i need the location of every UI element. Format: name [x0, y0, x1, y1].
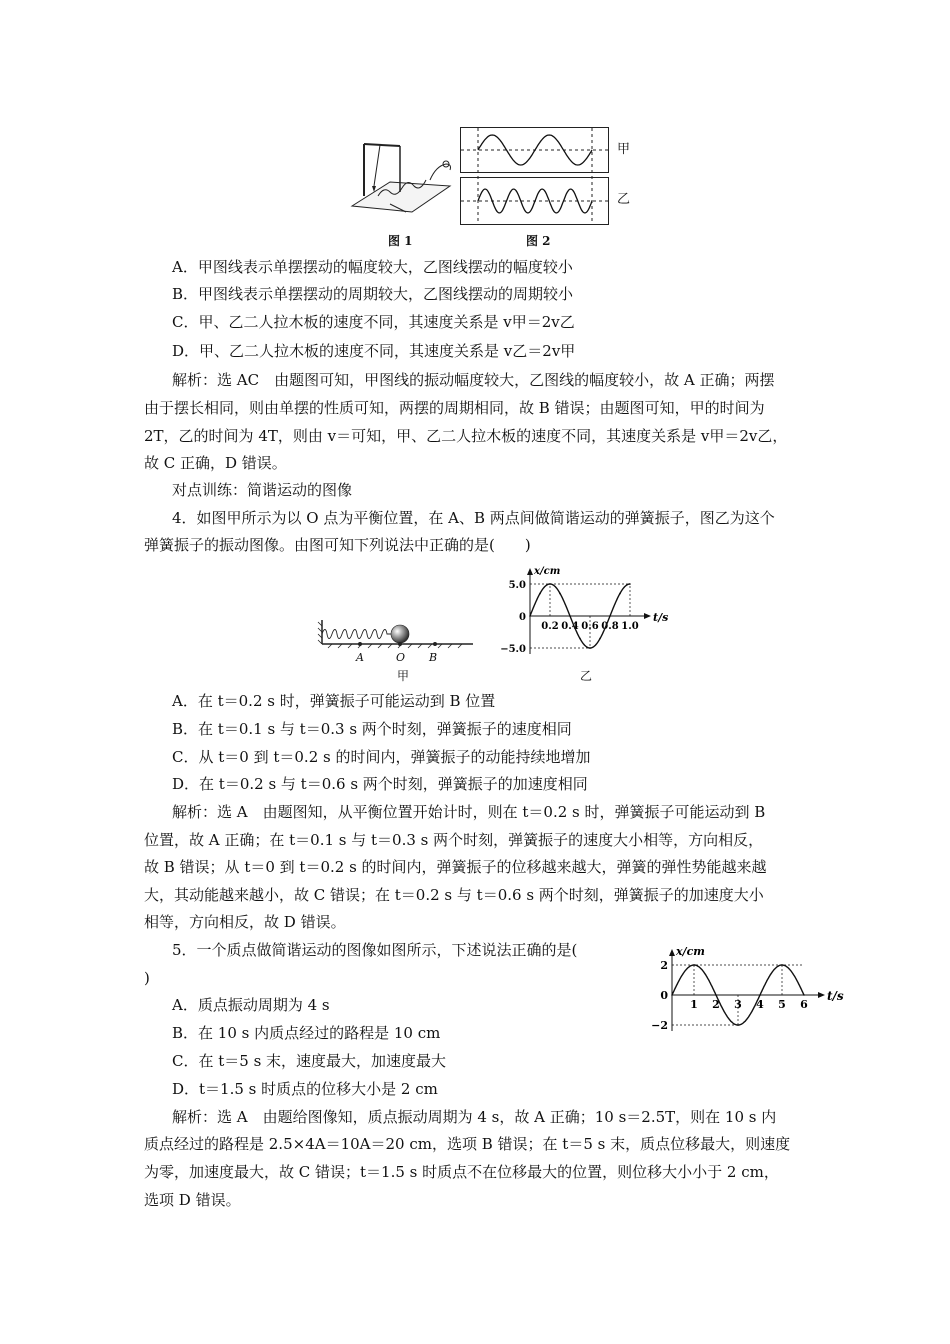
y-tick-label: 0 — [519, 612, 526, 623]
x-axis-label: t/s — [827, 989, 844, 1003]
q3-analysis-line-1: 解析：选 AC 由题图可知，甲图线的振动幅度较大，乙图线的幅度较小，故 A 正确；两摆 — [172, 371, 775, 389]
data-point — [559, 593, 561, 595]
q4-stem-line-2: 弹簧振子的振动图像。由图可知下列说法中正确的是( ) — [144, 536, 531, 554]
trace-bottom-label: 乙 — [617, 192, 631, 207]
data-point — [579, 638, 581, 640]
point-o-label: O — [396, 651, 406, 664]
data-point — [781, 964, 783, 966]
q5-analysis-line-1: 解析：选 A 由题给图像知，质点振动周期为 4 s，故 A 正确；10 s＝2.5T，则在 10 s 内 — [172, 1108, 777, 1126]
data-point — [549, 583, 551, 585]
y-axis-label: x/cm — [534, 566, 561, 577]
q3-analysis-line-3: 2T，乙的时间为 4T，则由 v＝可知，甲、乙二人拉木板的速度不同，其速度关系是 v甲＝2v乙， — [144, 427, 788, 445]
q4-analysis-line-1: 解析：选 A 由题图知，从平衡位置开始计时，则在 t＝0.2 s 时，弹簧振子可能运动到 B — [172, 803, 766, 821]
q3-option-d: D．甲、乙二人拉木板的速度不同，其速度关系是 v乙＝2v甲 — [172, 342, 576, 360]
x-tick-label: 5 — [778, 998, 786, 1011]
q5-option-d: D．t＝1.5 s 时质点的位移大小是 2 cm — [172, 1080, 438, 1098]
x-tick-label: 4 — [756, 998, 764, 1011]
x-tick-label: 0.6 — [581, 621, 599, 632]
x-tick-label: 0.8 — [601, 621, 619, 632]
x-tick-label: 3 — [734, 998, 742, 1011]
x-tick-label: 1.0 — [621, 621, 639, 632]
data-point — [569, 615, 571, 617]
data-point — [759, 994, 761, 996]
q4-stem-line-1: 4．如图甲所示为以 O 点为平衡位置，在 A、B 两点间做简谐运动的弹簧振子，图乙为这个 — [172, 509, 775, 527]
x-tick-label: 1 — [690, 998, 698, 1011]
q5-analysis-line-4: 选项 D 错误。 — [144, 1191, 241, 1209]
figure-1-label: 图 1 — [388, 234, 413, 248]
q5-option-c: C．在 t＝5 s 末，速度最大，加速度最大 — [172, 1052, 447, 1070]
trace-top-wave — [478, 135, 592, 165]
data-point — [629, 583, 631, 585]
data-point — [589, 647, 591, 649]
point-a-label: A — [356, 651, 364, 664]
x-tick-label: 6 — [800, 998, 808, 1011]
x-tick-label: 0.2 — [541, 621, 559, 632]
q3-option-a: A．甲图线表示单摆摆动的幅度较大，乙图线摆动的幅度较小 — [172, 258, 573, 276]
data-point — [529, 615, 531, 617]
point-b-label: B — [429, 651, 438, 664]
y-axis-arrow — [527, 568, 533, 575]
data-point — [539, 593, 541, 595]
q4-option-a: A．在 t＝0.2 s 时，弹簧振子可能运动到 B 位置 — [172, 692, 496, 710]
q5-vibration-chart — [650, 940, 845, 1040]
x-axis-arrow — [644, 613, 651, 619]
q5-option-a: A．质点振动周期为 4 s — [172, 996, 330, 1014]
x-tick-label: 0.4 — [561, 621, 579, 632]
q3-analysis-line-4: 故 C 正确，D 错误。 — [144, 454, 287, 472]
y-tick-label: −5.0 — [500, 644, 526, 655]
q3-option-b: B．甲图线表示单摆摆动的周期较大，乙图线摆动的周期较小 — [172, 285, 574, 303]
y-tick-label: 0 — [660, 989, 668, 1002]
section-title: 对点训练：简谐运动的图像 — [172, 481, 353, 499]
q5-stem-line-1: 5．一个质点做简谐运动的图像如图所示，下述说法正确的是( — [172, 941, 578, 959]
q4-analysis-line-3: 故 B 错误；从 t＝0 到 t＝0.2 s 的时间内，弹簧振子的位移越来越大，弹簧的弹性势能越来越 — [144, 858, 767, 876]
trace-chart — [460, 127, 610, 227]
q5-analysis-line-2: 质点经过的路程是 2.5×4A＝10A＝20 cm，选项 B 错误；在 t＝5 s 末，质点位移最大，则速度 — [144, 1135, 791, 1153]
y-axis-label: x/cm — [676, 945, 705, 958]
q4-option-c: C．从 t＝0 到 t＝0.2 s 的时间内，弹簧振子的动能持续地增加 — [172, 748, 591, 766]
data-point — [671, 994, 673, 996]
x-axis-arrow — [818, 992, 825, 998]
data-point — [737, 1024, 739, 1026]
y-tick-label: −2 — [651, 1019, 668, 1032]
data-point — [599, 638, 601, 640]
q4-option-b: B．在 t＝0.1 s 与 t＝0.3 s 两个时刻，弹簧振子的速度相同 — [172, 720, 572, 738]
data-point — [619, 593, 621, 595]
figure-jia-label: 甲 — [397, 669, 410, 683]
figure-2-label: 图 2 — [526, 234, 551, 248]
y-axis-arrow — [669, 949, 675, 956]
y-tick-label: 2 — [660, 959, 668, 972]
oscillator-ball — [391, 625, 409, 643]
q4-analysis-line-2: 位置，故 A 正确；在 t＝0.1 s 与 t＝0.3 s 两个时刻，弹簧振子的速度大小相等，方向相反， — [144, 831, 764, 849]
q4-analysis-line-5: 相等，方向相反，故 D 错误。 — [144, 913, 346, 931]
q5-option-b: B．在 10 s 内质点经过的路程是 10 cm — [172, 1024, 441, 1042]
y-tick-label: 5.0 — [508, 580, 526, 591]
q3-analysis-line-2: 由于摆长相同，则由单摆的性质可知，两摆的周期相同，故 B 错误；由题图可知，甲的时间为 — [144, 399, 765, 417]
q4-option-d: D．在 t＝0.2 s 与 t＝0.6 s 两个时刻，弹簧振子的加速度相同 — [172, 775, 588, 793]
x-tick-label: 2 — [712, 998, 720, 1011]
q4-analysis-line-4: 大，其动能越来越小，故 C 错误；在 t＝0.2 s 与 t＝0.6 s 两个时刻，弹簧振子的加速度大小 — [144, 886, 764, 904]
data-point — [609, 615, 611, 617]
figure-yi-label: 乙 — [580, 669, 593, 683]
data-point — [715, 994, 717, 996]
data-point — [803, 994, 805, 996]
q3-option-c: C．甲、乙二人拉木板的速度不同，其速度关系是 v甲＝2v乙 — [172, 313, 575, 331]
q5-stem-line-2: ) — [144, 969, 150, 987]
trace-top-label: 甲 — [617, 142, 631, 157]
trace-bottom-wave — [478, 189, 592, 213]
data-point — [693, 964, 695, 966]
x-axis-label: t/s — [653, 611, 669, 624]
pendulum-apparatus-figure — [350, 134, 460, 224]
q5-analysis-line-3: 为零，加速度最大，故 C 错误；t＝1.5 s 时质点不在位移最大的位置，则位移大小小于 2 cm， — [144, 1163, 779, 1181]
q4-vibration-chart — [490, 560, 680, 670]
